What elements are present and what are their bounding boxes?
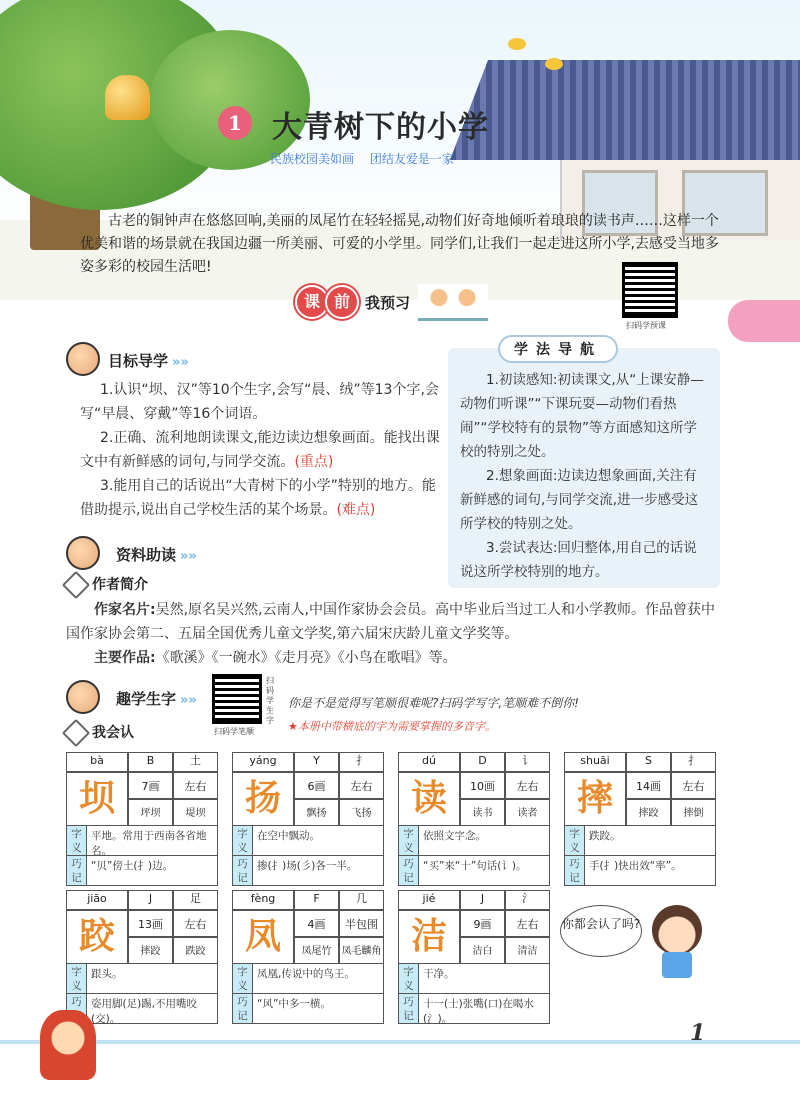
difficulty: (难点) (336, 502, 376, 518)
tip-text: 手(扌)快出效“率”。 (589, 860, 682, 872)
meaning-label: 字义 (399, 826, 419, 855)
character: 凤 (244, 915, 281, 957)
structure: 左右 (505, 772, 550, 799)
word: 读书 (460, 799, 505, 826)
tip-label: 巧记 (399, 856, 419, 885)
pencil-icon (62, 571, 90, 599)
method-heading: 学法导航 (498, 335, 618, 363)
meaning-row (66, 826, 218, 856)
word: 飘扬 (294, 799, 339, 826)
radical: 几 (339, 890, 384, 910)
pinyin: bà (66, 752, 128, 772)
recognize-heading: 我会认 (66, 722, 134, 743)
method-item: 3.尝试表达:回归整体,用自己的话说说这所学校特别的地方。 (460, 540, 697, 580)
character: 摔 (576, 777, 613, 819)
tip-text: “风”中多一横。 (257, 998, 331, 1010)
goal-item: 3.能用自己的话说出“大青树下的小学”特别的地方。能借助提示,说出自己学校生活的某个场景。(难点) (80, 478, 436, 518)
index-letter: J (460, 890, 505, 910)
key-point: (重点) (294, 454, 334, 470)
structure: 左右 (671, 772, 716, 799)
bell-icon (105, 75, 150, 120)
qr-side-caption: 扫码学生字 (266, 676, 274, 725)
meaning-label: 字义 (565, 826, 585, 855)
tip-label: 巧 (67, 994, 87, 1023)
strokes: 7画 (128, 772, 173, 799)
index-letter: F (294, 890, 339, 910)
family-reading-icon (418, 284, 488, 321)
lesson-title: 大青树下的小学 (272, 110, 489, 145)
side-tab-icon (728, 300, 800, 342)
meaning-row (564, 826, 716, 856)
student-avatar (66, 680, 100, 714)
word: 摔跤 (128, 937, 173, 964)
tip-row (564, 856, 716, 886)
word: 洁白 (460, 937, 505, 964)
meaning-text: 依照文字念。 (423, 830, 486, 842)
tip-text: 姿用脚(足)踢,不用嘴咬(交)。 (91, 998, 198, 1025)
author-heading: 作者简介 (66, 574, 148, 595)
lesson-subtitle: 民族校园美如画 团结友爱是一家 (270, 152, 454, 166)
pinyin: fèng (232, 890, 294, 910)
meaning-text: 在空中飘动。 (257, 830, 320, 842)
character-card (66, 890, 218, 1025)
girl-avatar (652, 905, 702, 955)
structure: 左右 (339, 772, 384, 799)
meaning-text: 跟头。 (91, 968, 123, 980)
word: 飞扬 (339, 799, 384, 826)
pinyin: jiāo (66, 890, 128, 910)
index-letter: Y (294, 752, 339, 772)
bird-icon (545, 58, 563, 70)
tip-label: 巧记 (233, 994, 253, 1023)
meaning-row (398, 826, 550, 856)
lesson-number: 1 (218, 106, 252, 140)
tree-foliage (150, 30, 310, 170)
goals-list (80, 378, 440, 522)
tip-row (232, 994, 384, 1024)
mascot-icon (40, 1010, 96, 1080)
polyphone-note: ★本册中带横底的字为需要掌握的多音字。 (288, 720, 496, 733)
word: 摔倒 (671, 799, 716, 826)
tip-text: “贝”傍土(扌)边。 (91, 860, 174, 872)
qr-caption: 扫码学笔顺 (214, 727, 254, 736)
qr-code-icon[interactable] (622, 262, 678, 318)
pencil-icon (62, 719, 90, 747)
character-card (66, 752, 218, 884)
meaning-label: 字义 (233, 826, 253, 855)
stroke-note: 你是不是觉得写笔顺很难呢?扫码学写字,笔顺难不倒你! (288, 696, 579, 710)
strokes: 13画 (128, 910, 173, 937)
tip-text: “买”来“十”句话(讠)。 (423, 860, 527, 872)
pinyin: jié (398, 890, 460, 910)
preview-label: 我预习 (365, 293, 411, 312)
radical: 足 (173, 890, 218, 910)
tip-label: 巧记 (565, 856, 585, 885)
qr-caption: 扫码学预课 (626, 321, 666, 330)
tip-row (398, 856, 550, 886)
girl-body (662, 952, 692, 978)
meaning-label: 字义 (233, 964, 253, 993)
footer-line (0, 1040, 800, 1044)
tip-label: 巧记 (399, 994, 419, 1023)
author-profile: 作家名片:吴然,原名吴兴然,云南人,中国作家协会会员。高中毕业后当过工人和小学教师。作品曾获中国作家协会第二、五届全国优秀儿童文学奖,第六届宋庆龄儿童文学奖等。 主要作品:《歌溪》《一碗水》《走月亮》《小鸟在歌唱》等。 (66, 602, 715, 666)
preview-badge (295, 284, 488, 320)
character: 跤 (78, 915, 115, 957)
goal-item: 2.正确、流利地朗读课文,能边读边想象画面。能找出课文中有新鲜感的词句,与同学交流。(重点) (80, 430, 440, 470)
meaning-label: 字义 (67, 964, 87, 993)
tip-text: 十一(士)张嘴(口)在喝水(氵)。 (423, 998, 534, 1025)
meaning-row (232, 964, 384, 994)
meaning-text: 干净。 (423, 968, 455, 980)
goal-item: 1.认识“坝、汉”等10个生字,会写“晨、绒”等13个字,会写“早晨、穿戴”等16个词语。 (80, 382, 439, 422)
meaning-text: 跌跤。 (589, 830, 621, 842)
structure: 左右 (173, 910, 218, 937)
character: 坝 (78, 777, 115, 819)
word: 摔跤 (626, 799, 671, 826)
word: 读者 (505, 799, 550, 826)
tip-text: 掺(扌)场(彡)各一半。 (257, 860, 358, 872)
roof-icon (450, 60, 800, 160)
character: 扬 (244, 777, 281, 819)
character-card (398, 890, 550, 1025)
characters-heading: 趣学生字 »» (116, 690, 197, 708)
character: 洁 (410, 915, 447, 957)
word: 清洁 (505, 937, 550, 964)
badge-char: 前 (325, 285, 359, 319)
radical: 扌 (671, 752, 716, 772)
method-item: 1.初读感知:初读课文,从“上课安静—动物们听课”“下课玩耍—动物们看热闹”“学校特有的景物”等方面感知这所学校的特别之处。 (460, 372, 704, 460)
pinyin: yáng (232, 752, 294, 772)
character-card (232, 890, 384, 1022)
word: 凤尾竹 (294, 937, 339, 964)
tip-row (66, 856, 218, 886)
pinyin: dú (398, 752, 460, 772)
strokes: 14画 (626, 772, 671, 799)
radical: 扌 (339, 752, 384, 772)
strokes: 10画 (460, 772, 505, 799)
strokes: 4画 (294, 910, 339, 937)
radical: 土 (173, 752, 218, 772)
badge-char: 课 (295, 285, 329, 319)
speech-bubble: 你都会认了吗? (560, 905, 642, 957)
meaning-label: 字义 (67, 826, 87, 855)
page-number: 1 (690, 1020, 706, 1046)
tip-row (398, 994, 550, 1024)
structure: 左右 (505, 910, 550, 937)
meaning-row (66, 964, 218, 994)
student-avatar (66, 536, 100, 570)
word: 跌跤 (173, 937, 218, 964)
pinyin: shuāi (564, 752, 626, 772)
word: 堤坝 (173, 799, 218, 826)
character: 读 (410, 777, 447, 819)
index-letter: S (626, 752, 671, 772)
reading-heading: 资料助读 »» (116, 546, 197, 564)
character-card (564, 752, 716, 884)
meaning-label: 字义 (399, 964, 419, 993)
meaning-row (232, 826, 384, 856)
bird-icon (508, 38, 526, 50)
tip-row (232, 856, 384, 886)
meaning-row (398, 964, 550, 994)
index-letter: D (460, 752, 505, 772)
meaning-text: 平地。常用于西南各省地名。 (91, 830, 207, 857)
strokes: 9画 (460, 910, 505, 937)
index-letter: J (128, 890, 173, 910)
tip-label: 巧记 (67, 856, 87, 885)
qr-code-icon[interactable] (212, 674, 262, 724)
word: 坪坝 (128, 799, 173, 826)
structure: 半包围 (339, 910, 384, 937)
word: 凤毛麟角 (339, 937, 384, 964)
method-list (460, 368, 710, 584)
tip-label: 巧记 (233, 856, 253, 885)
meaning-text: 凤凰,传说中的鸟王。 (257, 968, 355, 980)
structure: 左右 (173, 772, 218, 799)
goals-heading: 目标导学 »» (108, 352, 189, 370)
strokes: 6画 (294, 772, 339, 799)
radical: 讠 (505, 752, 550, 772)
character-card (232, 752, 384, 884)
teacher-avatar (66, 342, 100, 376)
method-item: 2.想象画面:边读边想象画面,关注有新鲜感的词句,与同学交流,进一步感受这所学校的特别之处。 (460, 468, 699, 532)
index-letter: B (128, 752, 173, 772)
radical: 氵 (505, 890, 550, 910)
lesson-intro: 古老的铜钟声在悠悠回响,美丽的凤尾竹在轻轻摇晃,动物们好奇地倾听着琅琅的读书声……这样一个优美和谐的场景就在我国边疆一所美丽、可爱的小学里。同学们,让我们一起走进这所小学,去感受当地多姿多彩的校园生活吧! (80, 213, 719, 275)
character-card (398, 752, 550, 884)
